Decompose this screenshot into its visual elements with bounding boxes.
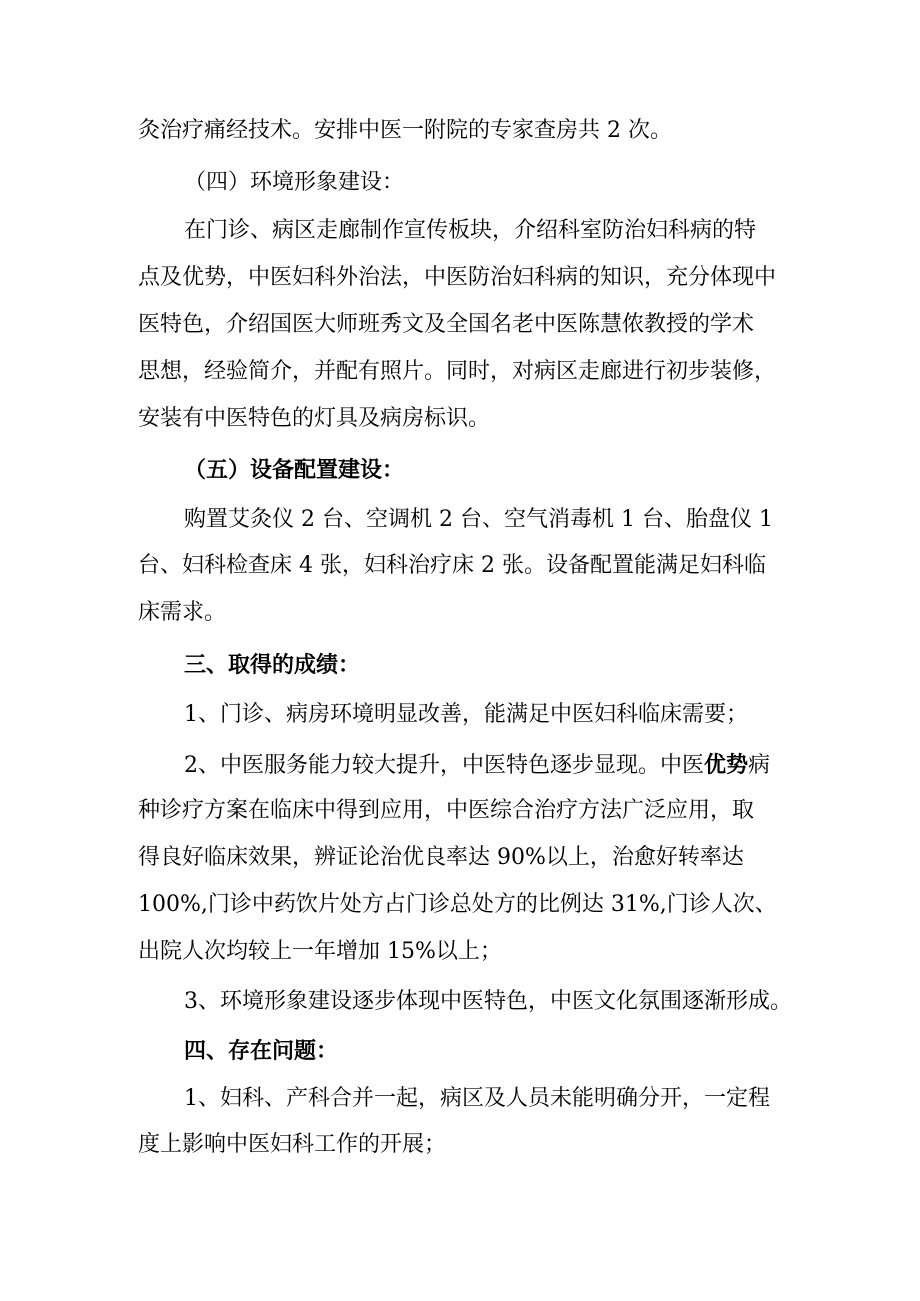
emphasis-text: 优势 [704, 752, 749, 778]
paragraph-line: 1、门诊、病房环境明显改善，能满足中医妇科临床需要； [184, 702, 748, 727]
paragraph-line: 台、妇科检查床 4 张，妇科治疗床 2 张。设备配置能满足妇科临 [138, 553, 766, 578]
paragraph-line-with-emphasis [184, 750, 770, 780]
paragraph-line: 在门诊、病区走廊制作宣传板块，介绍科室防治妇科病的特 [184, 218, 757, 243]
section-heading-environment: （四）环境形象建设： [184, 170, 405, 195]
paragraph-line: 床需求。 [138, 600, 227, 625]
paragraph-line: 3、环境形象建设逐步体现中医特色，中医文化氛围逐渐形成。 [184, 989, 792, 1014]
text-before: 2、中医服务能力较大提升，中医特色逐步显现。中医 [184, 753, 704, 778]
paragraph-line: 种诊疗方案在临床中得到应用，中医综合治疗方法广泛应用，取 [138, 798, 755, 823]
paragraph-line: 1、妇科、产科合并一起，病区及人员未能明确分开，一定程 [184, 1086, 770, 1111]
section-heading-achievements: 三、取得的成绩： [184, 652, 361, 678]
paragraph-line: 安装有中医特色的灯具及病房标识。 [138, 406, 491, 431]
paragraph-line: 思想，经验简介，并配有照片。同时，对病区走廊进行初步装修， [138, 359, 777, 384]
paragraph-line: 度上影响中医妇科工作的开展； [138, 1132, 447, 1157]
paragraph-line: 出院人次均较上一年增加 15%以上； [138, 939, 502, 964]
paragraph-line: 灸治疗痛经技术。安排中医一附院的专家查房共 2 次。 [138, 118, 672, 143]
section-heading-problems: 四、存在问题： [184, 1038, 339, 1064]
paragraph-line: 医特色，介绍国医大师班秀文及全国名老中医陈慧侬教授的学术 [138, 312, 755, 337]
section-heading-equipment: （五）设备配置建设： [184, 457, 405, 483]
text-after: 病 [748, 753, 771, 778]
paragraph-line: 100%,门诊中药饮片处方占门诊总处方的比例达 31%,门诊人次、 [138, 892, 777, 917]
paragraph-line: 点及优势，中医妇科外治法，中医防治妇科病的知识，充分体现中 [138, 265, 777, 290]
paragraph-line: 购置艾灸仪 2 台、空调机 2 台、空气消毒机 1 台、胎盘仪 1 [184, 507, 773, 532]
paragraph-line: 得良好临床效果，辨证论治优良率达 90%以上，治愈好转率达 [138, 845, 744, 870]
